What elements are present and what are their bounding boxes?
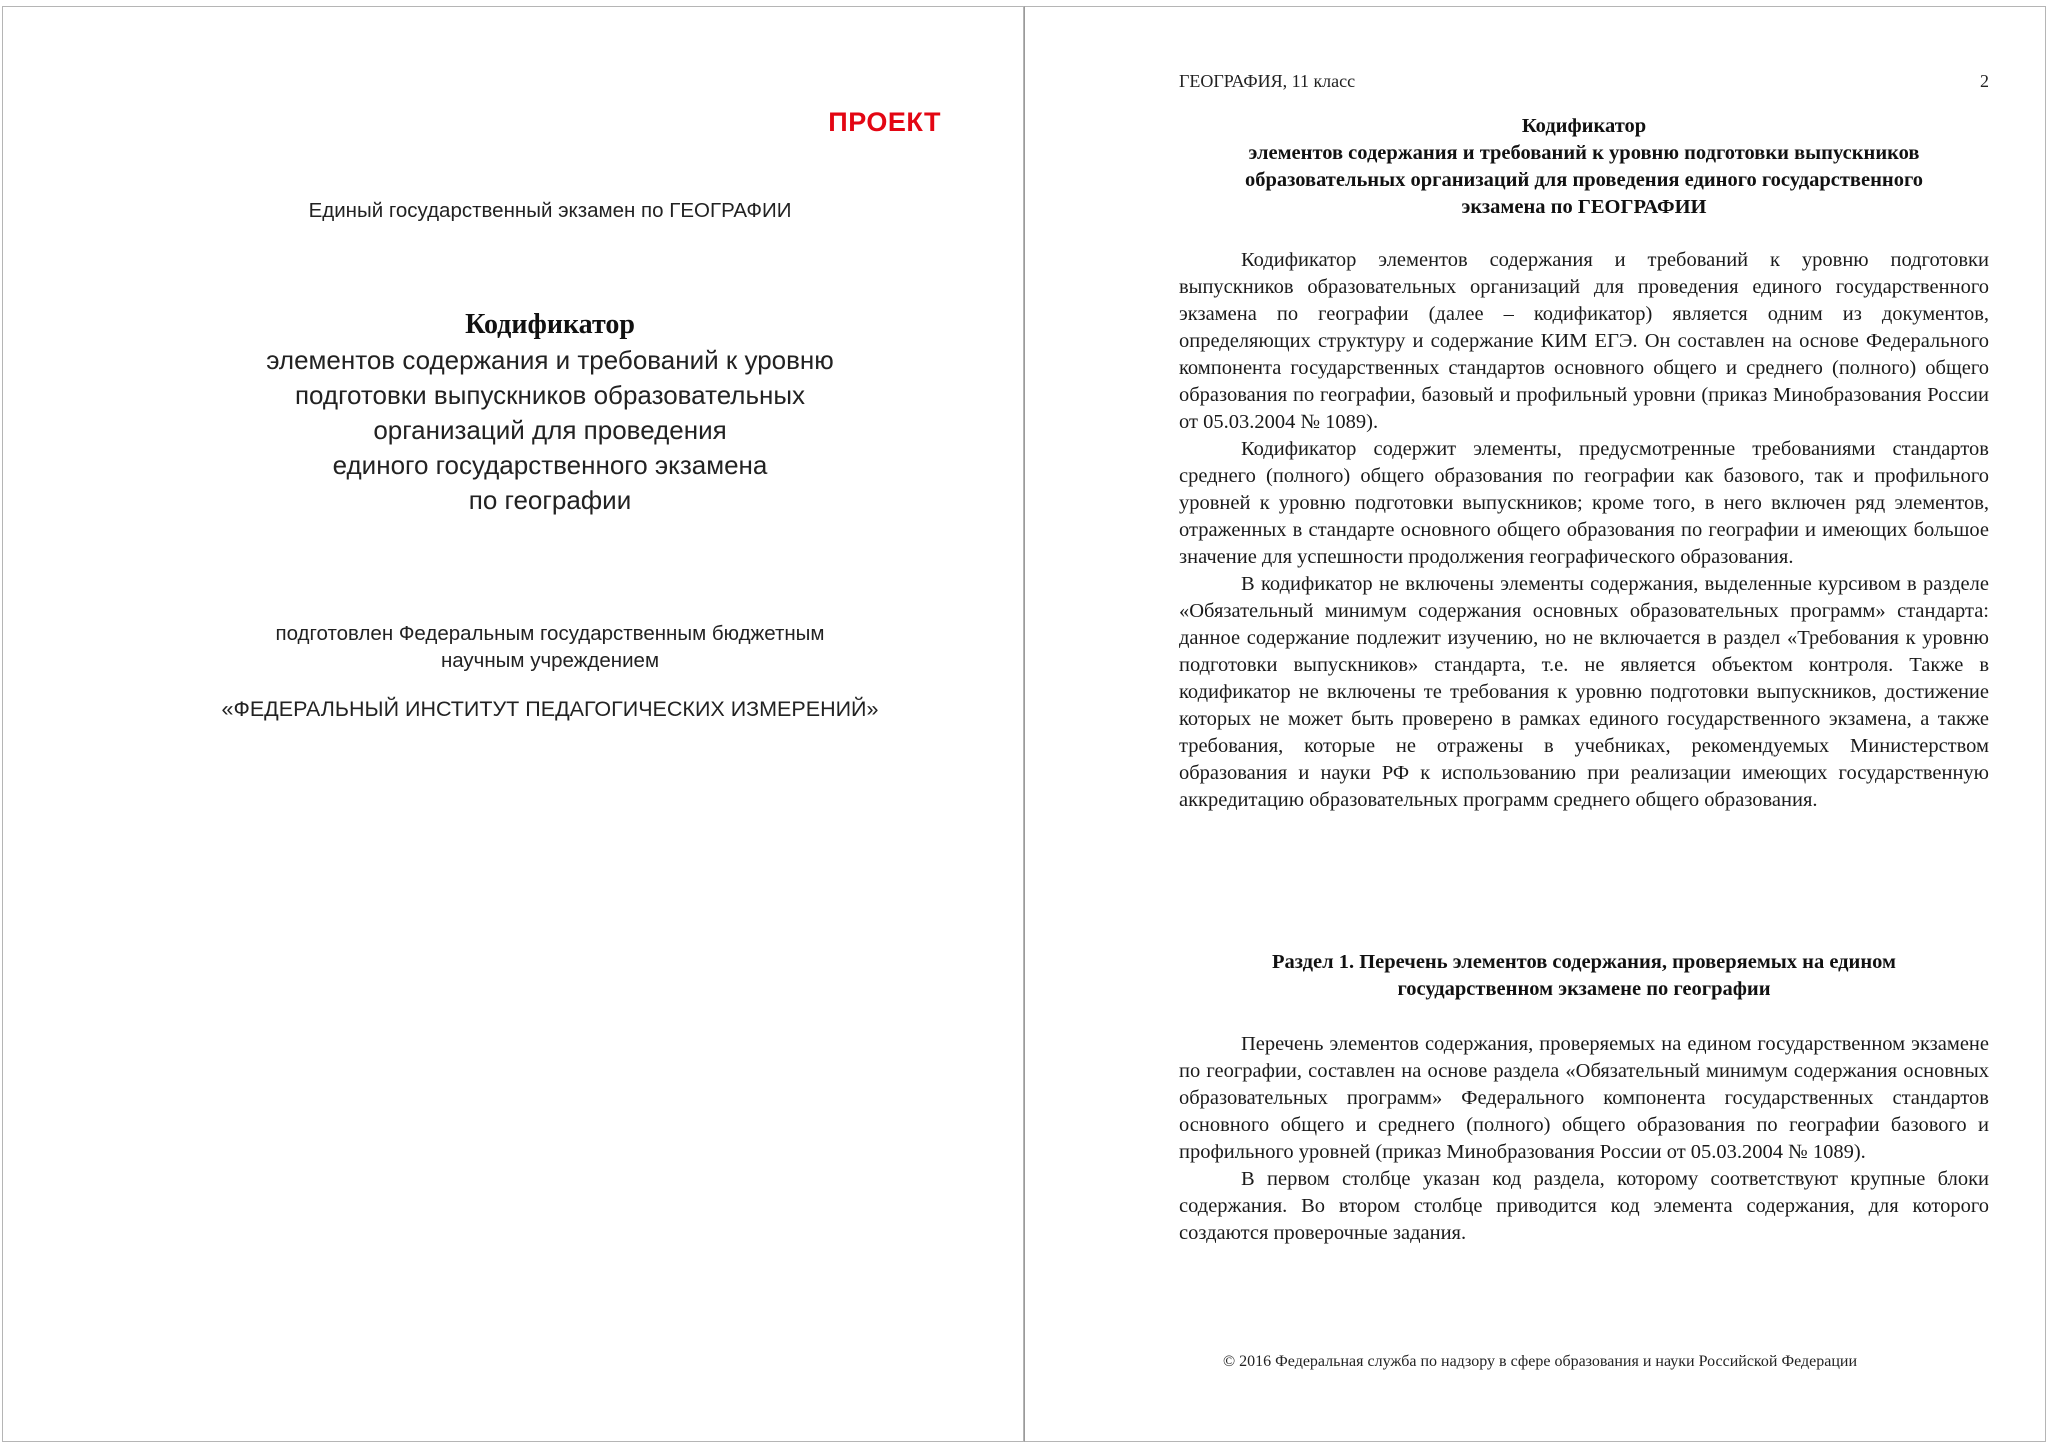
- section-text: [1179, 1031, 1989, 1247]
- document-heading: [1179, 113, 1989, 221]
- paragraph: Кодификатор элементов содержания и требований к уровню подготовки выпускников образовательных организаций для проведения единого государственного экзамена по географии (далее – кодификатор) является одним из документов, определяющих структуру и содержание КИМ ЕГЭ. Он составлен на основе Федерального компонента государственных стандартов основного общего и среднего (полного) общего образования по географии, базовый и профильный уровни (приказ Минобразования России от 05.03.2004 № 1089).: [1179, 249, 1989, 433]
- heading-line: элементов содержания и требований к уровню подготовки выпускников: [1248, 142, 1920, 164]
- paragraph: Перечень элементов содержания, проверяемых на едином государственном экзамене по географии, составлен на основе раздела «Обязательный минимум содержания основных образовательных программ» Федерального компонента государственных стандартов основного общего и среднего (полного) общего образования по географии базового и профильного уровней (приказ Минобразования России от 05.03.2004 № 1089).: [1179, 1033, 1989, 1163]
- section-heading: [1179, 949, 1989, 1003]
- exam-line: Единый государственный экзамен по ГЕОГРАФИИ: [308, 199, 792, 222]
- prepared-by-line: научным учреждением: [440, 649, 660, 672]
- cover-subtitle-line: элементов содержания и требований к уровню: [266, 345, 834, 375]
- section-heading-line: Раздел 1. Перечень элементов содержания, проверяемых на едином: [1272, 951, 1896, 973]
- footer-copyright: © 2016 Федеральная служба по надзору в сфере образования и науки Российской Федерации: [1223, 1353, 1857, 1370]
- heading-line: образовательных организаций для проведения единого государственного: [1245, 169, 1923, 191]
- paragraph: В первом столбце указан код раздела, которому соответствуют крупные блоки содержания. Во втором столбце приводится код элемента содержания, для которого создаются проверочные задания.: [1179, 1168, 1989, 1244]
- cover-subtitle-line: по географии: [468, 485, 632, 515]
- content-page: [1024, 6, 2046, 1442]
- paragraph: В кодификатор не включены элементы содержания, выделенные курсивом в разделе «Обязательный минимум содержания основных образовательных программ» стандарта: данное содержание подлежит изучению, но не включается в раздел «Требования к уровню подготовки выпускников» стандарта, т.е. не является объектом контроля. Также в кодификатор не включены те требования к уровню подготовки выпускников, достижение которых не может быть проверено в рамках единого государственного экзамена, а также требования, которые не отражены в учебниках, рекомендуемых Министерством образования и науки РФ к использованию при реализации имеющих государственную аккредитацию образовательных программ среднего общего образования.: [1179, 573, 1989, 811]
- section-heading-line: государственном экзамене по географии: [1397, 978, 1771, 1000]
- project-label: ПРОЕКТ: [828, 107, 941, 137]
- cover-subtitle-line: единого государственного экзамена: [332, 450, 768, 480]
- cover-subtitle-line: организаций для проведения: [373, 415, 727, 445]
- cover-title: Кодификатор: [465, 309, 635, 340]
- cover-subtitle: [3, 343, 1097, 518]
- heading-line: экзамена по ГЕОГРАФИИ: [1461, 196, 1707, 218]
- prepared-by-line: подготовлен Федеральным государственным бюджетным: [275, 622, 825, 645]
- institute-name: «ФЕДЕРАЛЬНЫЙ ИНСТИТУТ ПЕДАГОГИЧЕСКИХ ИЗМЕРЕНИЙ»: [221, 697, 879, 721]
- cover-page: [2, 6, 1024, 1442]
- running-head: ГЕОГРАФИЯ, 11 класс: [1179, 71, 1356, 91]
- heading-line: Кодификатор: [1521, 115, 1647, 137]
- cover-subtitle-line: подготовки выпускников образовательных: [294, 380, 806, 410]
- prepared-by: [3, 620, 1097, 674]
- intro-text: [1179, 247, 1989, 814]
- page-number: 2: [1980, 71, 1989, 91]
- paragraph: Кодификатор содержит элементы, предусмотренные требованиями стандартов среднего (полного) общего образования по географии как базового, так и профильного уровней к уровню подготовки выпускников; кроме того, в него включен ряд элементов, отраженных в стандарте основного общего образования по географии и имеющих большое значение для успешности продолжения географического образования.: [1179, 438, 1989, 568]
